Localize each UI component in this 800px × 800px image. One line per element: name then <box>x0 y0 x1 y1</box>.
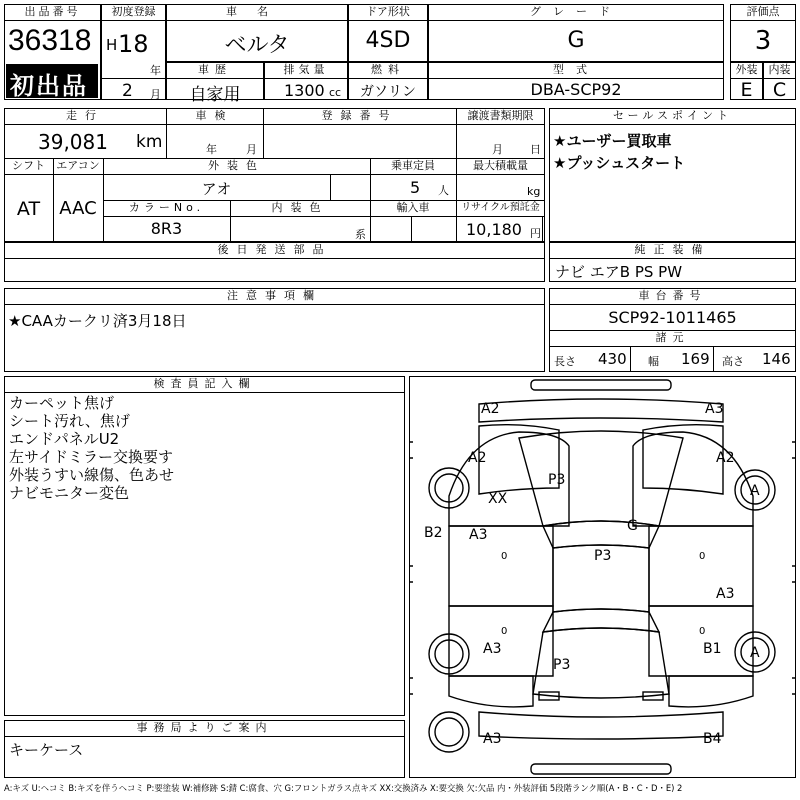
displacement-value: 1300 <box>284 81 325 100</box>
max-load-label: 最大積載量 <box>473 159 528 172</box>
inspection-month-unit: 月 <box>246 143 257 156</box>
mark-right-front-tire: A <box>750 483 760 499</box>
inspector-line: ナビモニター変色 <box>9 484 130 502</box>
sales-point-item: ★プッシュスタート <box>553 154 686 172</box>
grade-label: グレード <box>530 5 622 18</box>
model-value: DBA-SCP92 <box>530 80 622 99</box>
inspection-label: 車検 <box>195 109 234 122</box>
reg-no-label: 登録番号 <box>321 109 398 122</box>
model-label: 型式 <box>553 63 599 76</box>
ext-grade-label: 外装 <box>735 63 758 76</box>
ext-color-value: アオ <box>201 180 232 198</box>
displacement-label: 排気量 <box>283 63 329 76</box>
inspector-line: 外装うすい線傷、色あせ <box>9 466 175 484</box>
length-label: 長さ <box>554 355 576 368</box>
fuel-label: 燃料 <box>371 63 405 76</box>
transfer-day-unit: 日 <box>530 143 541 156</box>
mileage-value: 39,081 <box>38 130 108 154</box>
width-value: 169 <box>681 350 710 368</box>
mark-trunk: P3 <box>553 657 571 673</box>
details-table <box>4 108 545 242</box>
door-label: ドア形状 <box>366 5 410 18</box>
first-reg-month-unit: 月 <box>150 88 161 101</box>
ext-color-label: 外装色 <box>208 159 265 172</box>
shift-value: AT <box>16 198 41 220</box>
import-label: 輸入車 <box>396 201 430 214</box>
genuine-value: ナビ エアB PS PW <box>555 263 683 281</box>
score-value: 3 <box>754 26 772 56</box>
inspector-line: エンドパネルU2 <box>9 430 120 448</box>
sales-points-box <box>549 108 796 242</box>
int-color-label: 内装色 <box>271 201 329 214</box>
chassis-label: 車台番号 <box>638 289 707 302</box>
mark-left-fender: A2 <box>468 450 487 466</box>
caution-label: 注意事項欄 <box>227 289 322 302</box>
genuine-label: 純正装備 <box>634 243 711 256</box>
first-reg-year-unit: 年 <box>150 64 161 77</box>
sales-points-label: セールスポイント <box>612 109 732 122</box>
width-label: 幅 <box>648 355 659 368</box>
displacement-unit: cc <box>329 86 342 99</box>
chassis-value: SCP92-1011465 <box>608 308 737 327</box>
inspector-line: カーペット焦げ <box>9 394 115 412</box>
capacity-unit: 人 <box>438 184 449 197</box>
mark-right-rear-tire: A <box>750 645 760 661</box>
legend: A:キズ U:ヘコミ B:キズを伴うヘコミ P:要塗装 W:補修跡 S:錆 C:腐食、穴 G:フロントガラス点キズ XX:交換済み X:要交換 欠:欠品 内・外装評価 5段階ランク順(A・B・C・D・E) 2 <box>4 783 683 793</box>
inspector-line: シート汚れ、焦げ <box>9 412 130 430</box>
capacity-label: 乗車定員 <box>391 159 435 172</box>
door-value: 4SD <box>365 28 411 53</box>
capacity-value: 5 <box>410 178 421 197</box>
caution-value: ★CAAカークリ済3月18日 <box>8 312 187 330</box>
height-label: 高さ <box>722 355 744 368</box>
transfer-label: 譲渡書類期限 <box>467 109 534 122</box>
svg-text:0: 0 <box>699 551 706 562</box>
car-name: ベルタ <box>224 33 290 58</box>
height-value: 146 <box>762 350 791 368</box>
int-grade-value: C <box>772 79 787 101</box>
int-color-unit: 系 <box>355 228 366 241</box>
max-load-unit: kg <box>527 185 541 198</box>
ac-value: AAC <box>59 198 97 219</box>
int-grade-label: 内装 <box>768 63 791 76</box>
sales-point-item: ★ユーザー買取車 <box>553 132 672 150</box>
inspector-line: 左サイドミラー交換要す <box>9 448 173 466</box>
mark-hood: P3 <box>548 472 566 488</box>
first-listing-text: 初出品 <box>10 72 88 100</box>
office-label: 事務局よりご案内 <box>136 721 273 734</box>
color-no-label: カラーNo. <box>128 201 205 214</box>
recycle-unit: 円 <box>530 227 541 240</box>
svg-text:0: 0 <box>699 626 706 637</box>
mark-rear-right-bumper: B4 <box>703 731 722 747</box>
inspector-label: 検査員記入欄 <box>153 377 256 390</box>
mark-roof: P3 <box>594 548 612 564</box>
history-label: 車歴 <box>198 63 232 76</box>
grade-value: G <box>567 28 585 53</box>
svg-text:0: 0 <box>501 551 508 562</box>
mark-windshield: G <box>627 518 638 534</box>
recycle-label: リサイクル預託金 <box>461 202 540 213</box>
dims-label: 諸元 <box>655 331 690 344</box>
lot-number-label: 出品番号 <box>24 5 81 18</box>
first-reg-year: 18 <box>118 30 149 58</box>
car-name-label: 車名 <box>226 5 288 18</box>
length-value: 430 <box>598 350 627 368</box>
office-value: キーケース <box>9 741 84 759</box>
car-diagram <box>409 376 796 778</box>
transfer-month-unit: 月 <box>492 143 503 156</box>
later-parts-label: 後日発送部品 <box>217 243 332 256</box>
ac-label: エアコン <box>56 159 100 172</box>
history-value: 自家用 <box>189 85 241 105</box>
svg-text:0: 0 <box>501 626 508 637</box>
first-reg-month: 2 <box>122 81 133 101</box>
first-reg-label: 初度登録 <box>111 5 156 18</box>
mark-left-front-door-xx: XX <box>488 491 508 507</box>
fuel-value: ガソリン <box>360 84 416 100</box>
mileage-label: 走行 <box>66 109 104 122</box>
mark-right-rear-fender: B1 <box>703 641 722 657</box>
mark-left-pillar: B2 <box>424 525 443 541</box>
color-no-value: 8R3 <box>150 219 183 238</box>
mark-left-front-door: A3 <box>469 527 488 543</box>
shift-label: シフト <box>12 159 45 172</box>
mark-front-right-bumper: A3 <box>705 401 724 417</box>
mark-right-fender: A2 <box>716 450 735 466</box>
inspection-year-unit: 年 <box>206 143 217 156</box>
mileage-unit: km <box>136 132 163 152</box>
mark-front-left-bumper: A2 <box>481 401 500 417</box>
recycle-value: 10,180 <box>466 220 522 239</box>
mark-right-rear-door: A3 <box>716 586 735 602</box>
lot-number: 36318 <box>8 24 92 57</box>
ext-grade-value: E <box>740 79 753 101</box>
mark-left-rear-door: A3 <box>483 641 502 657</box>
mark-rear-left-bumper: A3 <box>483 731 502 747</box>
score-label: 評価点 <box>746 5 780 18</box>
first-reg-era: H <box>106 36 118 54</box>
